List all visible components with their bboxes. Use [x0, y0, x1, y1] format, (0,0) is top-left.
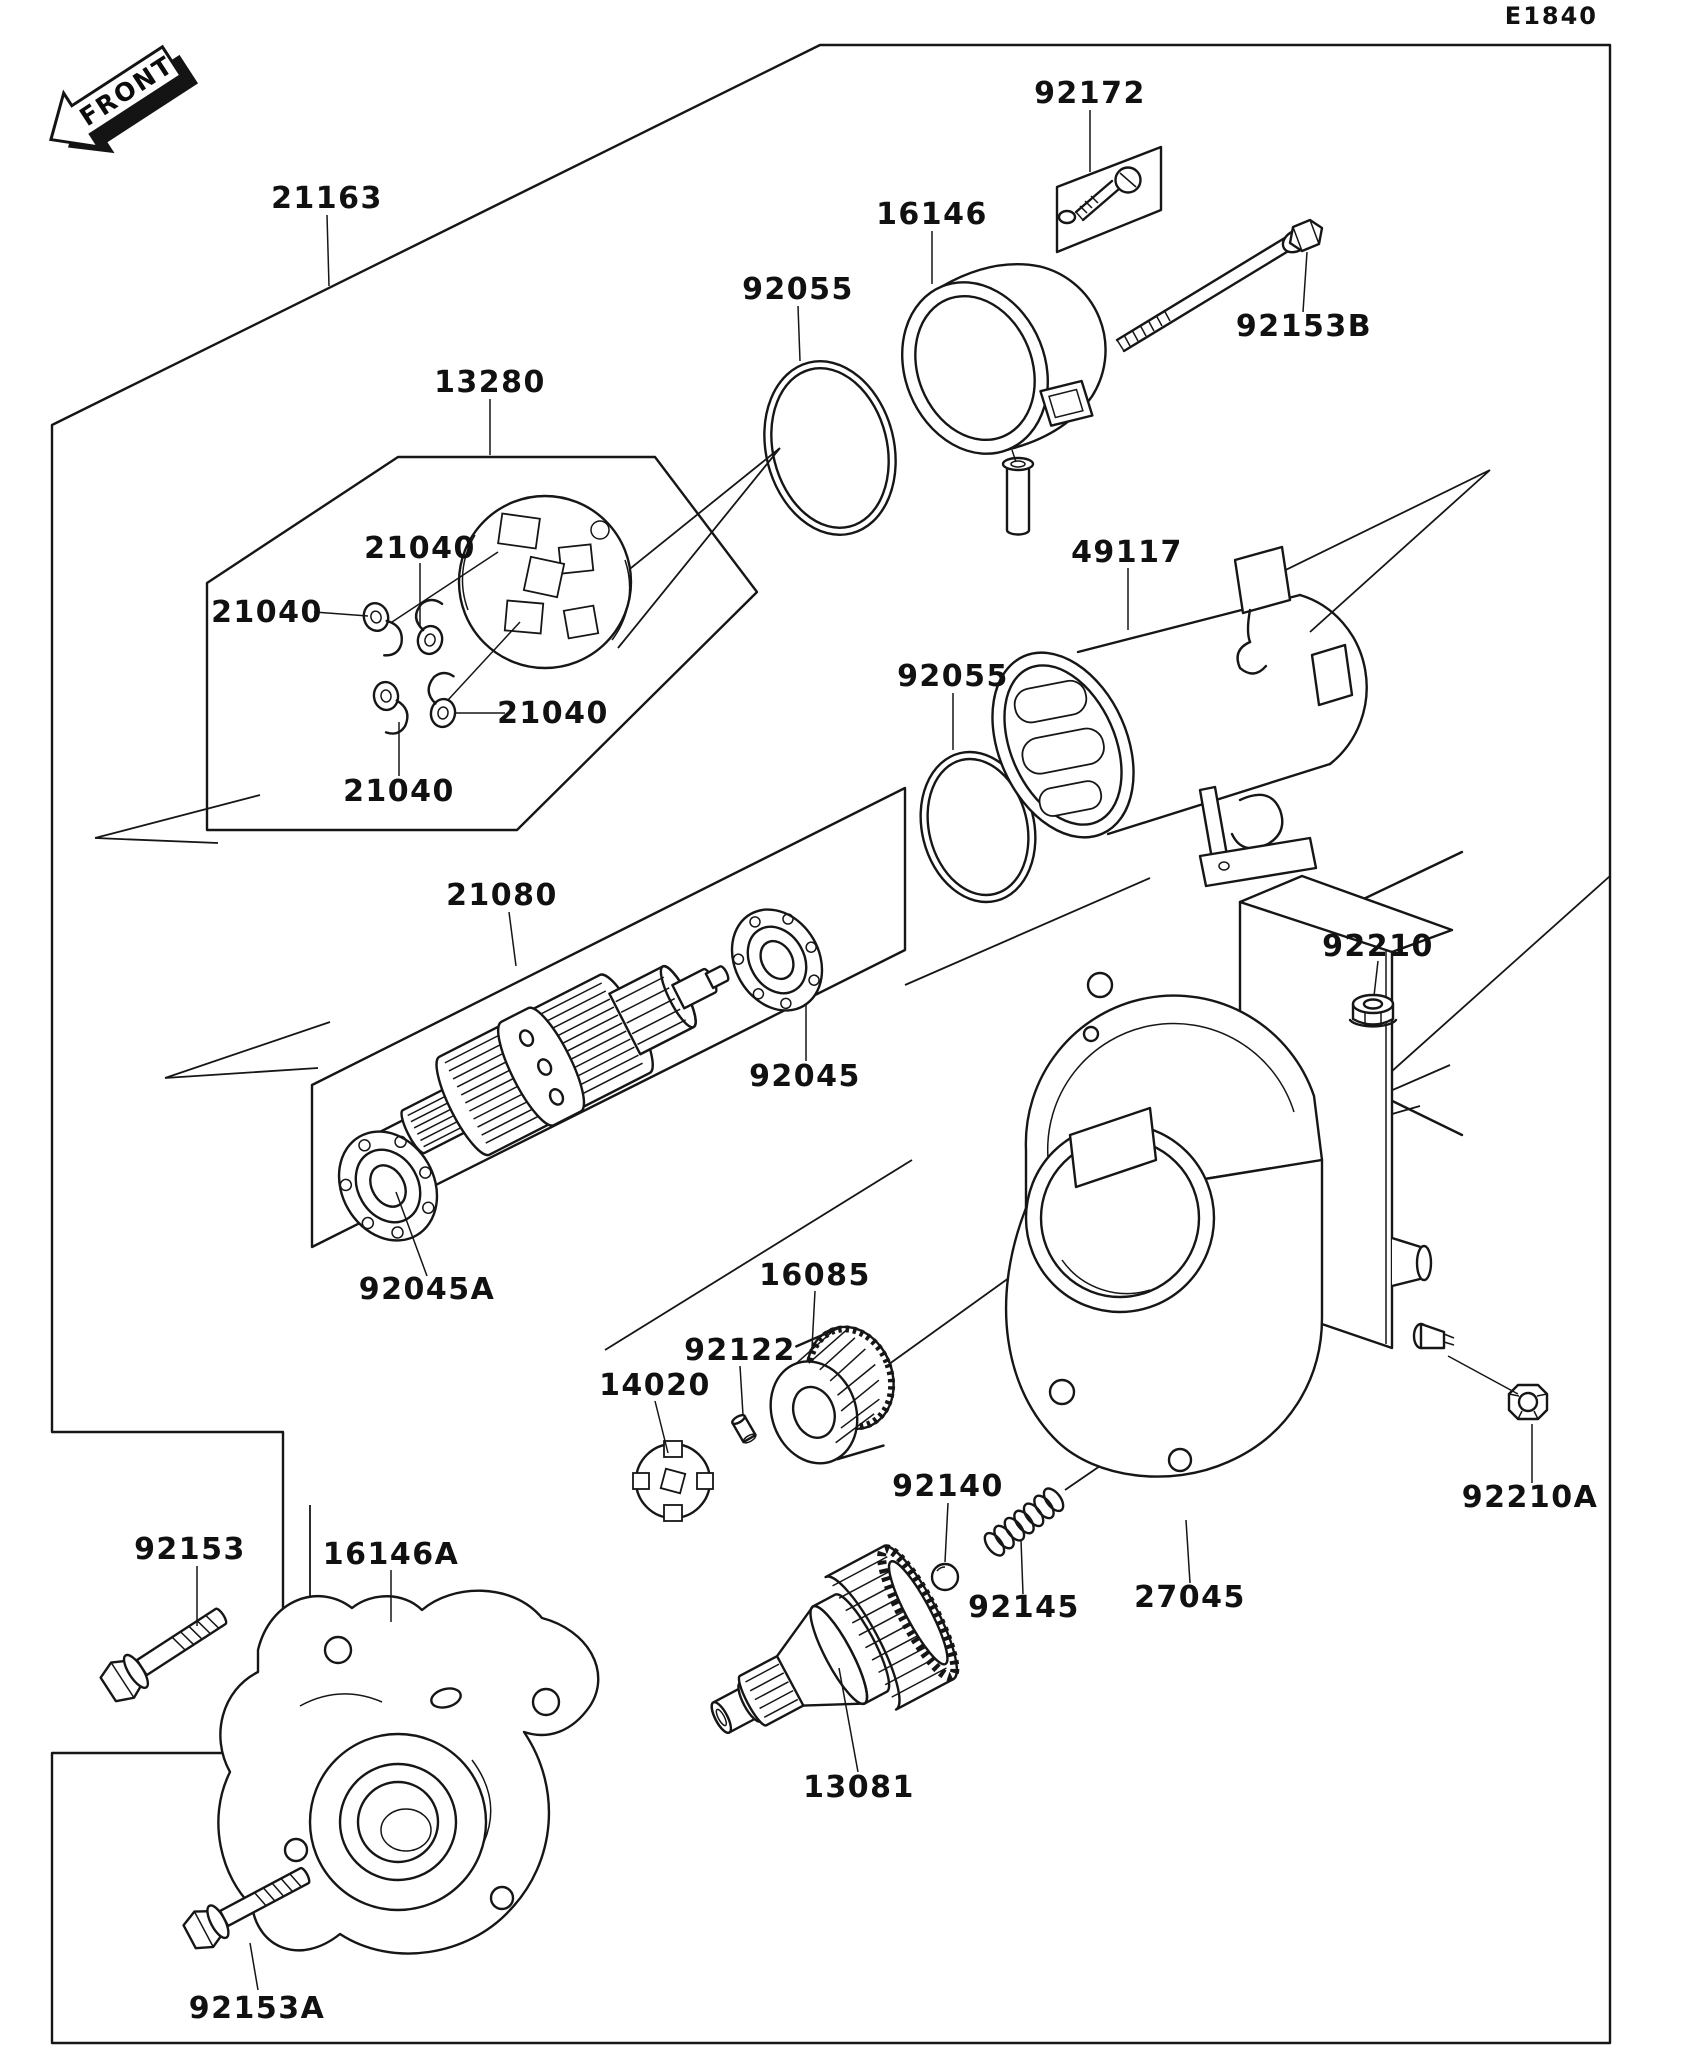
part-label-13280: 13280 — [434, 365, 546, 400]
o-ring-upper — [747, 347, 914, 549]
brush-holder-plate — [459, 496, 631, 668]
part-label-16085: 16085 — [759, 1258, 871, 1293]
ld-92122 — [740, 1366, 743, 1415]
housing-terminal-stud — [1414, 1324, 1454, 1348]
pointer-solenoid — [1255, 470, 1490, 632]
ld-92153A — [250, 1943, 258, 1990]
part-label-27045: 27045 — [1134, 1580, 1246, 1615]
ld-92140 — [945, 1503, 948, 1562]
pointer-brush-box — [95, 795, 260, 843]
brush-21040-a — [360, 598, 406, 659]
clutch-retainer — [633, 1441, 713, 1521]
screw-set-box — [1057, 147, 1161, 252]
part-label-92153A: 92153A — [188, 1991, 326, 2026]
part-label-92045: 92045 — [749, 1059, 861, 1094]
screw-set — [1059, 168, 1141, 224]
ld-92055t — [798, 306, 800, 361]
part-label-21163: 21163 — [271, 181, 383, 216]
part-label-49117: 49117 — [1071, 535, 1183, 570]
cap-terminal-stud — [1003, 458, 1033, 535]
part-label-92145: 92145 — [968, 1590, 1080, 1625]
part-label-92210: 92210 — [1322, 929, 1434, 964]
end-cap — [876, 234, 1133, 477]
part-label-92045A: 92045A — [358, 1272, 496, 1307]
ln-nut-link — [1448, 1356, 1518, 1394]
bearing-rear — [714, 893, 840, 1027]
starter-housing — [1006, 876, 1454, 1477]
part-label-92122: 92122 — [684, 1333, 796, 1368]
part-label-92172: 92172 — [1034, 76, 1146, 111]
part-label-13081: 13081 — [803, 1770, 915, 1805]
part-label-92210A: 92210A — [1461, 1480, 1599, 1515]
brush-21040-d — [422, 671, 461, 729]
drive-gear — [681, 1538, 970, 1786]
ld-27045 — [1186, 1520, 1190, 1583]
ld-92153B — [1303, 252, 1307, 312]
pointer-armature-box — [165, 1022, 330, 1078]
part-label-14020: 14020 — [599, 1368, 711, 1403]
assembly-line-a — [605, 1160, 912, 1350]
part-label-16146A: 16146A — [322, 1537, 460, 1572]
page-code: E1840 — [1504, 2, 1598, 30]
part-label-92153: 92153 — [134, 1532, 246, 1567]
part-label-92153B: 92153B — [1235, 309, 1373, 344]
ld-21163 — [327, 215, 329, 286]
brush-21040-b — [408, 597, 452, 657]
part-label-21040-top: 21040 — [364, 531, 476, 566]
brush-holder-box — [207, 457, 757, 830]
mount-bolt-upper — [97, 1597, 235, 1707]
ld-21080 — [509, 912, 516, 966]
part-label-92055-mid: 92055 — [897, 659, 1009, 694]
assembly-line-b — [905, 878, 1150, 985]
part-label-21040-right: 21040 — [497, 696, 609, 731]
steel-ball — [932, 1564, 958, 1590]
part-label-21040-bottom: 21040 — [343, 774, 455, 809]
front-arrow-label: FRONT — [74, 50, 179, 132]
part-label-92055-top: 92055 — [742, 272, 854, 307]
hex-nut-lower — [1509, 1385, 1547, 1419]
part-label-21040-left: 21040 — [211, 595, 323, 630]
ld-92145 — [1021, 1540, 1023, 1594]
flange-nut-upper — [1350, 995, 1396, 1026]
part-label-16146: 16146 — [876, 197, 988, 232]
front-arrow-marker — [33, 29, 205, 178]
pin — [731, 1413, 757, 1444]
solenoid-assembly — [965, 547, 1367, 886]
part-label-92140: 92140 — [892, 1469, 1004, 1504]
ld-13081 — [839, 1668, 858, 1772]
brush-21040-c — [372, 680, 409, 736]
part-label-21080: 21080 — [446, 878, 558, 913]
